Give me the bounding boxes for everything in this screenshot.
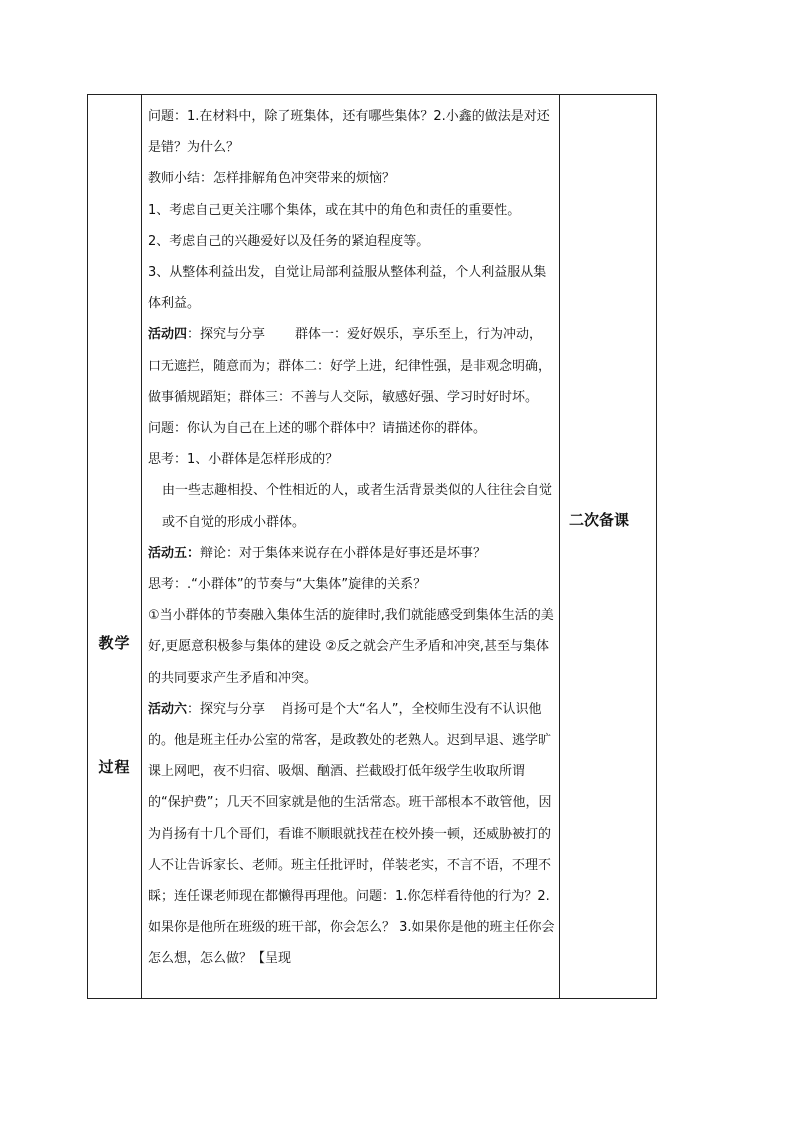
question-1: 问题：1.在材料中，除了班集体，还有哪些集体？2.小鑫的做法是对还是错？为什么？ (148, 109, 550, 156)
think-2: 思考：.“小群体”的节奏与“大集体”旋律的关系？ (148, 577, 427, 593)
summary-point-1: 1、考虑自己更关注哪个集体，或在其中的角色和责任的重要性。 (148, 202, 521, 218)
think-1: 思考：1、小群体是怎样形成的？ (148, 452, 339, 468)
summary-title: 教师小结：怎样排解角色冲突带来的烦恼？ (148, 171, 396, 187)
section-label-process: 过程 (98, 758, 131, 776)
answer-1: 由一些志趣相投、个性相近的人，或者生活背景类似的人往往会自觉或不自觉的形成小群体。 (162, 483, 553, 530)
activity-6-label: 活动六 (148, 701, 188, 717)
activity-4-title: ：探究与分享 (187, 327, 266, 343)
lesson-content (142, 95, 559, 975)
second-prep-label: 二次备课 (569, 511, 630, 529)
activity-5-label: 活动五： (148, 545, 201, 561)
activity-5-text: 辩论：对于集体来说存在小群体是好事还是坏事？ (200, 545, 487, 561)
lesson-content-cell (142, 95, 560, 999)
question-2: 问题：你认为自己在上述的哪个群体中？请描述你的群体。 (148, 421, 487, 437)
activity-4-text: 群体一：爱好娱乐，享乐至上，行为冲动，口无遮拦，随意而为；群体二：好学上进，纪律性强，是非观念明确，做事循规蹈矩；群体三：不善与人交际，敏感好强、学习时好时坏。 (148, 327, 552, 405)
activity-6 (148, 694, 555, 975)
summary-point-2: 2、考虑自己的兴趣爱好以及任务的紧迫程度等。 (148, 233, 430, 249)
table-row (88, 95, 657, 999)
activity-6-text: 肖扬可是个大“名人”，全校师生没有不认识他的。他是班主任办公室的常客，是政教处的老熟人。迟到早退、逃学旷课上网吧，夜不归宿、吸烟、酗酒、拦截殴打低年级学生收取所谓的“保护费”；几天不回家就是他的生活常态。班干部根本不敢管他，因为肖扬有十几个哥们，看谁不顺眼就找茬在校外揍一顿，还威胁被打的人不让告诉家长、老师。班主任批评时，佯装老实，不言不语，不理不睬；连任课老师现在都懒得再理他。问题：1.你怎样看待他的行为？2. 如果你是他所在班级的班干部，你会怎么？ 3.如果你是他的班主任你会怎么想，怎么做？【呈现 (148, 701, 555, 967)
activity-5 (148, 538, 555, 569)
section-label-cell (88, 95, 142, 999)
second-prep-cell (560, 95, 657, 999)
activity-4 (148, 319, 555, 413)
activity-6-title: ：探究与分享 (187, 701, 266, 717)
section-label-teaching: 教学 (98, 634, 131, 652)
activity-4-label: 活动四 (148, 327, 188, 343)
answer-2: ①当小群体的节奏融入集体生活的旋律时,我们就能感受到集体生活的美好,更愿意积极参与集体的建设 ②反之就会产生矛盾和冲突,甚至与集体的共同要求产生矛盾和冲突。 (148, 608, 554, 686)
lesson-table (87, 94, 657, 999)
summary-point-3: 3、从整体利益出发，自觉让局部利益服从整体利益，个人利益服从集体利益。 (148, 265, 547, 312)
